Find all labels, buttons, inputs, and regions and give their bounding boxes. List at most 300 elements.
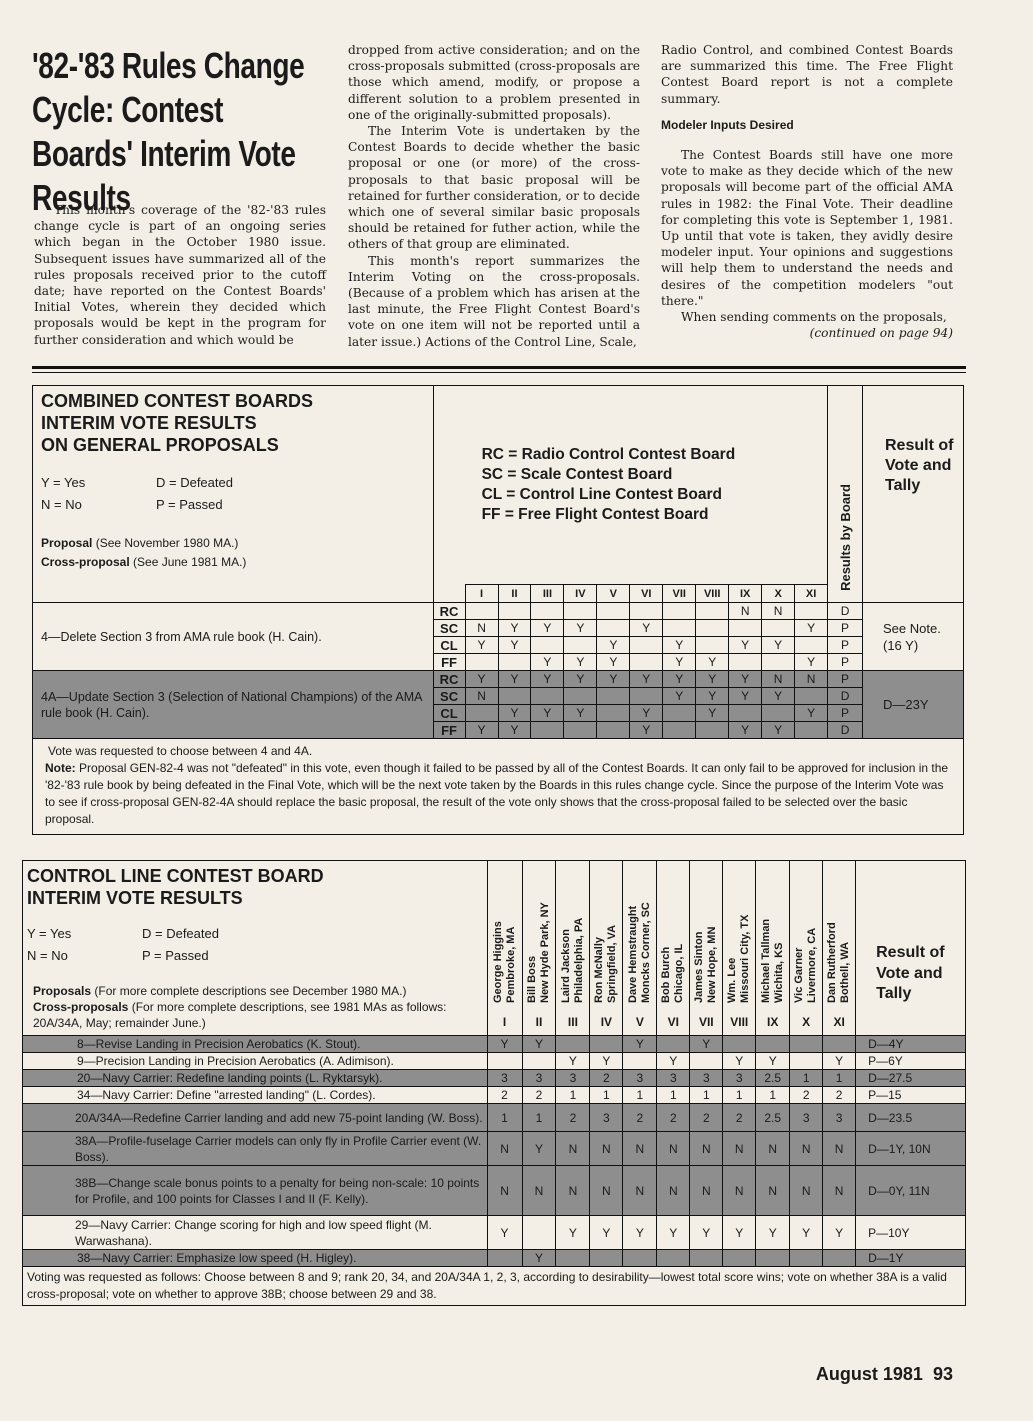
note-label: Note: xyxy=(45,761,76,775)
cl-vote-cell: N xyxy=(723,1132,756,1166)
control-line-table xyxy=(22,860,966,1306)
vote-cell: Y xyxy=(564,620,597,637)
cl-vote-cell: N xyxy=(657,1166,690,1216)
member-number: V xyxy=(635,1015,644,1029)
vote-cell xyxy=(663,705,696,722)
board-key xyxy=(433,386,827,585)
board-code: SC xyxy=(433,620,465,637)
combined-boards-table xyxy=(32,385,964,835)
cl-vote-cell xyxy=(522,1216,556,1250)
vote-cell xyxy=(564,722,597,739)
member-location: New Hope, MN xyxy=(706,926,719,1003)
board-result: P xyxy=(828,637,863,654)
vote-cell xyxy=(663,722,696,739)
col2-paragraph-2: The Interim Vote is undertaken by the Contest Boards to decide whether the basic proposal or one (or more) of the cross-proposals to that basic proposal will be retained for further consideration, or to decide which one of several similar basic proposals should be retained for futher action, while the others of that group are eliminated. xyxy=(348,124,640,252)
cl-vote-cell xyxy=(756,1036,790,1053)
member-name: Vic Garner xyxy=(793,947,806,1003)
vote-cell: Y xyxy=(795,654,828,671)
note-text: Proposal GEN-82-4 was not "defeated" in this vote, even though it failed to be passed by all of the Contest Boards. It can only fail to be approved for inclusion in the '82-'83 rule book by being defeated in the Final Vote, which will be the next vote taken by the Boards in this rules change cycle. Since the purpose of the Interim Vote was to see if cross-proposal GEN-82-4A should replace the basic proposal, the result of the vote only shows that the cross-proposal failed to be selected over the basic proposal. xyxy=(45,761,949,826)
vote-cell xyxy=(531,722,564,739)
vote-cell: N xyxy=(762,603,795,620)
member-number: IX xyxy=(767,1015,779,1029)
vote-cell: N xyxy=(762,671,795,688)
cl-vote-cell xyxy=(556,1250,590,1267)
cl-vote-cell xyxy=(623,1250,657,1267)
member-name: Dave Hemstraught xyxy=(626,905,639,1003)
vote-cell: Y xyxy=(498,620,531,637)
vote-cell xyxy=(762,620,795,637)
cl-vote-cell: 2.5 xyxy=(756,1070,790,1087)
vote-cell xyxy=(531,637,564,654)
board-code: FF xyxy=(433,722,465,739)
cl-vote-cell: 2 xyxy=(623,1104,657,1132)
vote-cell xyxy=(465,705,498,722)
footer-issue: August 1981 xyxy=(815,1364,923,1384)
cl-vote-cell: N xyxy=(756,1166,790,1216)
cl-vote-cell: N xyxy=(590,1132,623,1166)
cl-title-2: INTERIM VOTE RESULTS xyxy=(27,888,243,908)
cl-vote-cell xyxy=(690,1250,723,1267)
vote-cell xyxy=(762,705,795,722)
cl-vote-cell xyxy=(823,1036,856,1053)
cl-vote-cell: 3 xyxy=(823,1104,856,1132)
vote-cell xyxy=(630,654,663,671)
combined-result-header: Result of Vote and Tally xyxy=(863,386,964,603)
cl-legend-passed: P = Passed xyxy=(142,948,209,963)
cl-vote-cell: Y xyxy=(623,1036,657,1053)
article-column-2 xyxy=(348,42,640,350)
cl-vote-cell: 2 xyxy=(690,1104,723,1132)
cl-vote-cell xyxy=(657,1250,690,1267)
proposal-result: See Note. (16 Y) xyxy=(863,603,964,671)
board-code: RC xyxy=(433,671,465,688)
cl-result: D—0Y, 11N xyxy=(856,1166,966,1216)
vote-cell xyxy=(762,654,795,671)
member-name: James Sinton xyxy=(693,931,706,1003)
vote-cell xyxy=(498,603,531,620)
vote-cell: Y xyxy=(564,705,597,722)
cl-references xyxy=(27,983,483,1031)
vote-cell xyxy=(564,603,597,620)
vote-cell xyxy=(663,620,696,637)
legend-yes: Y = Yes xyxy=(41,475,86,490)
cl-vote-cell xyxy=(556,1036,590,1053)
member-number: VII xyxy=(698,1015,714,1029)
board-result: P xyxy=(828,620,863,637)
cl-vote-cell: Y xyxy=(756,1053,790,1070)
cl-vote-cell: 3 xyxy=(657,1070,690,1087)
cl-vote-cell: Y xyxy=(690,1216,723,1250)
vote-cell: Y xyxy=(696,671,729,688)
vote-cell: Y xyxy=(729,722,762,739)
combined-title-1: COMBINED CONTEST BOARDS xyxy=(41,391,314,411)
member-location: Chicago, IL xyxy=(673,943,686,1003)
member-number: X xyxy=(802,1015,811,1029)
cl-vote-cell: N xyxy=(487,1132,522,1166)
board-member-header xyxy=(623,861,657,1036)
vote-cell xyxy=(696,637,729,654)
divider-rule-thin xyxy=(32,372,966,373)
vote-cell xyxy=(465,603,498,620)
board-result: P xyxy=(828,705,863,722)
cl-proposal-name: 38B—Change scale bonus points to a penalty for being non-scale: 10 points for Profile, and 100 points for Classes I and II (F. Kelly). xyxy=(23,1166,488,1216)
member-number: II xyxy=(535,1015,543,1029)
cross-label: Cross-proposal xyxy=(41,555,130,569)
cl-result-header: Result of Vote and Tally xyxy=(856,861,966,1036)
key-sc: SC = Scale Contest Board xyxy=(481,466,673,483)
board-result: D xyxy=(828,688,863,705)
cl-proposal-row xyxy=(23,1104,966,1132)
cl-vote-cell xyxy=(790,1036,823,1053)
member-number: VIII xyxy=(730,1015,749,1029)
vote-cell: Y xyxy=(630,671,663,688)
legend-defeated: D = Defeated xyxy=(156,475,233,490)
member-name: Laird Jackson xyxy=(559,929,572,1003)
vote-cell xyxy=(795,637,828,654)
cl-vote-cell: 3 xyxy=(487,1070,522,1087)
cl-result: D—1Y xyxy=(856,1250,966,1267)
key-rc: RC = Radio Control Contest Board xyxy=(481,446,736,463)
cl-vote-cell: Y xyxy=(590,1053,623,1070)
member-name: Michael Tallman xyxy=(759,918,772,1003)
combined-title-3: ON GENERAL PROPOSALS xyxy=(41,435,279,455)
vote-cell: Y xyxy=(498,637,531,654)
cl-vote-cell: 2 xyxy=(487,1087,522,1104)
cl-proposals-label: Proposals xyxy=(33,984,92,998)
vote-cell: Y xyxy=(597,671,630,688)
cl-vote-cell: 1 xyxy=(556,1087,590,1104)
cl-proposal-row xyxy=(23,1053,966,1070)
member-location: Missouri City, TX xyxy=(739,914,752,1003)
combined-header-cell xyxy=(33,386,434,603)
vote-cell xyxy=(696,722,729,739)
col3-subheading: Modeler Inputs Desired xyxy=(661,117,794,132)
cl-vote-cell xyxy=(790,1250,823,1267)
member-location: New Hyde Park, NY xyxy=(538,902,551,1003)
cl-vote-cell xyxy=(723,1250,756,1267)
vote-cell: Y xyxy=(795,620,828,637)
vote-request: Vote was requested to choose between 4 and 4A. xyxy=(48,744,313,758)
member-location: Bothell, WA xyxy=(839,941,852,1003)
cl-vote-cell xyxy=(756,1250,790,1267)
vote-cell xyxy=(531,688,564,705)
vote-cell: Y xyxy=(465,671,498,688)
combined-legend xyxy=(41,472,425,516)
vote-cell: N xyxy=(729,603,762,620)
cl-vote-cell xyxy=(723,1036,756,1053)
vote-cell: Y xyxy=(564,654,597,671)
cl-vote-cell: N xyxy=(522,1166,556,1216)
board-code: RC xyxy=(433,603,465,620)
cl-vote-cell: Y xyxy=(556,1053,590,1070)
cl-vote-cell: Y xyxy=(556,1216,590,1250)
cl-vote-cell: 1 xyxy=(756,1087,790,1104)
vote-cell xyxy=(729,620,762,637)
vote-cell: Y xyxy=(630,620,663,637)
combined-title-2: INTERIM VOTE RESULTS xyxy=(41,413,257,433)
article-title: '82-'83 Rules Change Cycle: Contest Boards' Interim Vote Results xyxy=(32,45,305,218)
cl-vote-cell: 1 xyxy=(487,1104,522,1132)
cl-vote-cell: Y xyxy=(723,1053,756,1070)
key-cl: CL = Control Line Contest Board xyxy=(481,486,722,503)
divider-rule xyxy=(32,366,966,369)
cl-legend xyxy=(27,923,483,967)
member-number: I xyxy=(502,1015,507,1029)
cl-vote-cell xyxy=(790,1053,823,1070)
cl-vote-cell xyxy=(823,1250,856,1267)
cl-vote-cell: 2 xyxy=(657,1104,690,1132)
vote-cell xyxy=(498,688,531,705)
member-name: Dan Rutherford xyxy=(826,922,839,1003)
cl-vote-cell: N xyxy=(790,1132,823,1166)
cl-voting-note: Voting was requested as follows: Choose between 8 and 9; rank 20, 34, and 20A/34A 1, 2, 3, according to desirability—lowest total score wins; vote on whether 38A is a valid cross-proposal; vote on whether to approve 38B; choose between 29 and 38. xyxy=(23,1267,966,1306)
cl-vote-cell: N xyxy=(823,1132,856,1166)
proposal-label: Proposal xyxy=(41,536,93,550)
cl-proposal-row xyxy=(23,1087,966,1104)
member-name: Bill Boss xyxy=(525,955,538,1003)
cl-vote-cell xyxy=(690,1053,723,1070)
column-header: II xyxy=(498,585,531,603)
proposal-result: D—23Y xyxy=(863,671,964,739)
cl-vote-cell: N xyxy=(690,1132,723,1166)
vote-cell: Y xyxy=(795,705,828,722)
cl-vote-cell: 1 xyxy=(522,1104,556,1132)
vote-cell xyxy=(795,722,828,739)
vote-cell: Y xyxy=(465,722,498,739)
cl-vote-cell: 2 xyxy=(590,1070,623,1087)
vote-cell xyxy=(630,637,663,654)
cl-result: P—15 xyxy=(856,1087,966,1104)
member-location: Wichita, KS xyxy=(772,942,785,1003)
board-vote-row xyxy=(33,671,964,688)
vote-cell: Y xyxy=(531,705,564,722)
article-column-1 xyxy=(34,202,326,348)
col3-paragraph-2: The Contest Boards still have one more vote to make as they decide which of the new proposals will become part of the official AMA rules in 1982: the Final Vote. Their deadline for completing this vote is September 1, 1981. Up until that vote is taken, they avidly desire modeler input. Your opinions and suggestions will help them to understand the needs and desires of the competition modelers "out there." xyxy=(661,148,953,308)
vote-cell xyxy=(729,705,762,722)
cl-proposal-name: 8—Revise Landing in Precision Aerobatics (K. Stout). xyxy=(23,1036,488,1053)
cl-vote-cell: N xyxy=(556,1166,590,1216)
vote-cell xyxy=(663,603,696,620)
vote-cell: Y xyxy=(498,671,531,688)
cl-vote-cell: 2 xyxy=(790,1087,823,1104)
vote-cell: N xyxy=(465,688,498,705)
board-member-header xyxy=(556,861,590,1036)
cl-proposal-row xyxy=(23,1070,966,1087)
article-column-3 xyxy=(661,42,953,341)
cl-proposal-name: 20A/34A—Redefine Carrier landing and add new 75-point landing (W. Boss). xyxy=(23,1104,488,1132)
vote-cell: Y xyxy=(498,722,531,739)
board-code: CL xyxy=(433,637,465,654)
proposal-name: 4A—Update Section 3 (Selection of National Champions) of the AMA rule book (H. Cain). xyxy=(33,671,434,739)
vote-cell: Y xyxy=(729,671,762,688)
vote-cell: Y xyxy=(696,688,729,705)
cl-proposal-row xyxy=(23,1132,966,1166)
cl-vote-cell: 2 xyxy=(823,1087,856,1104)
cl-proposal-row xyxy=(23,1036,966,1053)
cl-vote-cell: 3 xyxy=(723,1070,756,1087)
cl-vote-cell: 1 xyxy=(590,1087,623,1104)
vote-cell: Y xyxy=(597,654,630,671)
col2-paragraph-3: This month's report summarizes the Interim Voting on the cross-proposals. (Because of a problem which has arisen at the last minute, the Free Flight Contest Board's vote on one item will not be reported until a later issue.) Actions of the Control Line, Scale, xyxy=(348,253,640,349)
board-result: D xyxy=(828,603,863,620)
cl-legend-defeated: D = Defeated xyxy=(142,926,219,941)
cl-vote-cell: 3 xyxy=(556,1070,590,1087)
cl-result: D—4Y xyxy=(856,1036,966,1053)
member-name: Wm. Lee xyxy=(726,957,739,1003)
member-name: George Higgins xyxy=(491,921,504,1003)
vote-cell: Y xyxy=(663,637,696,654)
vote-cell xyxy=(795,603,828,620)
combined-references xyxy=(41,534,425,572)
vote-cell: Y xyxy=(729,637,762,654)
cl-title-1: CONTROL LINE CONTEST BOARD xyxy=(27,866,324,886)
board-vote-row xyxy=(33,603,964,620)
cl-vote-cell: N xyxy=(723,1166,756,1216)
cl-vote-cell: Y xyxy=(522,1132,556,1166)
cl-legend-yes: Y = Yes xyxy=(27,926,72,941)
cl-vote-cell: N xyxy=(590,1166,623,1216)
vote-cell: N xyxy=(795,671,828,688)
cl-proposal-name: 20—Navy Carrier: Redefine landing points (L. Ryktarsyk). xyxy=(23,1070,488,1087)
cl-vote-cell: Y xyxy=(623,1216,657,1250)
cl-proposal-name: 38—Navy Carrier: Emphasize low speed (H. Higley). xyxy=(23,1250,488,1267)
cl-vote-cell: Y xyxy=(823,1216,856,1250)
vote-cell: Y xyxy=(663,688,696,705)
cl-vote-cell: N xyxy=(756,1132,790,1166)
results-by-board-header: Results by Board xyxy=(828,386,863,603)
vote-cell xyxy=(597,603,630,620)
cl-vote-cell: 2 xyxy=(556,1104,590,1132)
cl-vote-cell xyxy=(623,1053,657,1070)
cl-vote-cell: 1 xyxy=(723,1087,756,1104)
column-header: X xyxy=(762,585,795,603)
cl-vote-cell: Y xyxy=(522,1250,556,1267)
board-code: CL xyxy=(433,705,465,722)
cl-header-cell xyxy=(23,861,488,1036)
cl-vote-cell: N xyxy=(657,1132,690,1166)
vote-cell: Y xyxy=(663,654,696,671)
board-result: D xyxy=(828,722,863,739)
member-number: IV xyxy=(600,1015,613,1029)
vote-cell: Y xyxy=(531,620,564,637)
member-location: Moncks Corner, SC xyxy=(639,902,652,1003)
cl-proposal-name: 9—Precision Landing in Precision Aerobatics (A. Adimison). xyxy=(23,1053,488,1070)
cl-vote-cell: N xyxy=(623,1166,657,1216)
column-header: VIII xyxy=(696,585,729,603)
vote-cell xyxy=(597,620,630,637)
vote-cell xyxy=(630,603,663,620)
page-footer xyxy=(816,1364,953,1385)
cl-vote-cell: Y xyxy=(487,1216,522,1250)
cl-vote-cell: Y xyxy=(823,1053,856,1070)
column-header: III xyxy=(531,585,564,603)
cl-vote-cell xyxy=(590,1036,623,1053)
cl-vote-cell: Y xyxy=(690,1036,723,1053)
cl-vote-cell: Y xyxy=(487,1036,522,1053)
cl-vote-cell: N xyxy=(556,1132,590,1166)
cl-vote-cell: 3 xyxy=(623,1070,657,1087)
board-member-header xyxy=(657,861,690,1036)
member-name: Bob Burch xyxy=(660,946,673,1003)
vote-cell: Y xyxy=(465,637,498,654)
cross-ref: (See June 1981 MA.) xyxy=(133,555,247,569)
combined-notes xyxy=(33,739,964,835)
vote-cell: Y xyxy=(762,688,795,705)
col3-paragraph-1: Radio Control, and combined Contest Boards are summarized this time. The Free Flight Contest Board report is not a complete summary. xyxy=(661,43,953,106)
cl-vote-cell: 1 xyxy=(623,1087,657,1104)
proposal-ref: (See November 1980 MA.) xyxy=(95,536,239,550)
member-name: Ron McNally xyxy=(593,936,606,1003)
vote-cell xyxy=(531,603,564,620)
board-member-header xyxy=(756,861,790,1036)
cl-vote-cell: Y xyxy=(756,1216,790,1250)
vote-cell: N xyxy=(465,620,498,637)
continued-note: (continued on page 94) xyxy=(809,326,953,341)
column-header: IX xyxy=(729,585,762,603)
cl-vote-cell: N xyxy=(690,1166,723,1216)
vote-cell: Y xyxy=(498,705,531,722)
cl-result: D—27.5 xyxy=(856,1070,966,1087)
vote-cell: Y xyxy=(630,705,663,722)
cl-vote-cell xyxy=(487,1053,522,1070)
column-header: V xyxy=(597,585,630,603)
vote-cell xyxy=(795,688,828,705)
cl-vote-cell: 1 xyxy=(690,1087,723,1104)
legend-passed: P = Passed xyxy=(156,497,223,512)
cl-vote-cell: 2 xyxy=(723,1104,756,1132)
board-member-header xyxy=(723,861,756,1036)
cl-vote-cell: Y xyxy=(657,1216,690,1250)
key-ff: FF = Free Flight Contest Board xyxy=(481,506,709,523)
vote-cell xyxy=(564,637,597,654)
vote-cell: Y xyxy=(663,671,696,688)
column-header: VII xyxy=(663,585,696,603)
board-result: P xyxy=(828,654,863,671)
board-code: FF xyxy=(433,654,465,671)
vote-cell: Y xyxy=(762,722,795,739)
cl-proposal-name: 38A—Profile-fuselage Carrier models can only fly in Profile Carrier event (W. Boss). xyxy=(23,1132,488,1166)
cl-vote-cell xyxy=(590,1250,623,1267)
col2-paragraph-1: dropped from active consideration; and on the cross-proposals submitted (cross-proposals are those which amend, modify, or propose a different solution to a problem presented in one of the originally-submitted proposals). xyxy=(348,43,640,122)
column-header: XI xyxy=(795,585,828,603)
vote-cell xyxy=(597,722,630,739)
cl-vote-cell: N xyxy=(790,1166,823,1216)
cl-vote-cell: Y xyxy=(723,1216,756,1250)
member-number: VI xyxy=(667,1015,679,1029)
board-member-header xyxy=(487,861,522,1036)
cl-vote-cell: 3 xyxy=(790,1104,823,1132)
cl-legend-no: N = No xyxy=(27,948,68,963)
member-location: Livermore, CA xyxy=(806,927,819,1003)
column-header: I xyxy=(465,585,498,603)
cl-proposal-name: 29—Navy Carrier: Change scoring for high and low speed flight (M. Warwashana). xyxy=(23,1216,488,1250)
vote-cell xyxy=(729,654,762,671)
vote-cell: Y xyxy=(564,671,597,688)
board-code: SC xyxy=(433,688,465,705)
vote-cell: Y xyxy=(729,688,762,705)
cl-proposals-ref: (For more complete descriptions see December 1980 MA.) xyxy=(94,984,407,998)
cl-vote-cell xyxy=(487,1250,522,1267)
member-location: Pembroke, MA xyxy=(504,926,517,1003)
cl-result: P—10Y xyxy=(856,1216,966,1250)
cl-vote-cell: Y xyxy=(790,1216,823,1250)
vote-cell: Y xyxy=(630,722,663,739)
vote-cell xyxy=(696,620,729,637)
cl-vote-cell: 2 xyxy=(522,1087,556,1104)
legend-no: N = No xyxy=(41,497,82,512)
cl-proposal-row xyxy=(23,1216,966,1250)
cl-proposal-row xyxy=(23,1166,966,1216)
